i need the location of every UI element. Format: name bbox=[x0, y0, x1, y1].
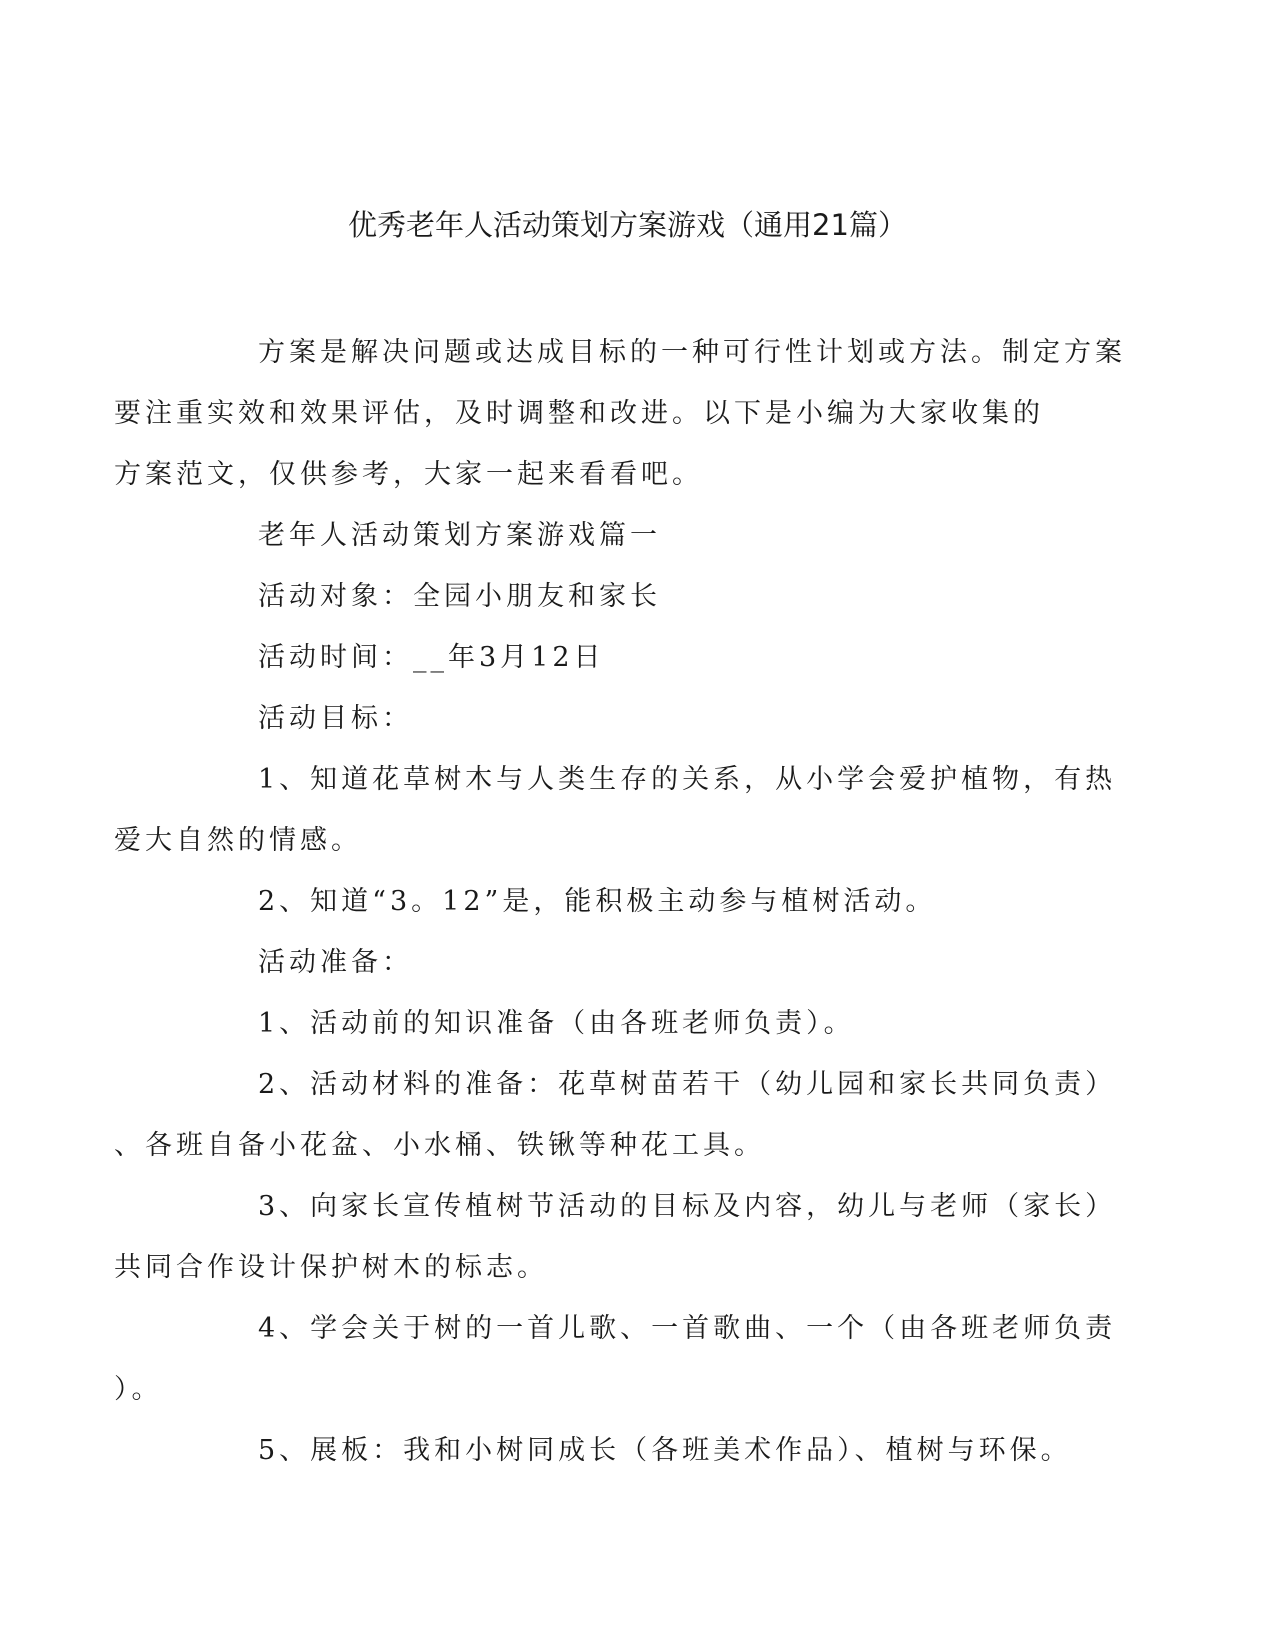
text-line: ）。 bbox=[114, 1374, 163, 1405]
paragraph-prep-3 bbox=[114, 1176, 1117, 1298]
text-line: 3、向家长宣传植树节活动的目标及内容，幼儿与老师（家长） bbox=[258, 1191, 1117, 1222]
text-line: 活动时间：__年3月12日 bbox=[258, 642, 605, 673]
document-body bbox=[114, 322, 1126, 1481]
document-title: 优秀老年人活动策划方案游戏（通用21篇） bbox=[348, 208, 907, 242]
text-line: 共同合作设计保护树木的标志。 bbox=[114, 1252, 548, 1283]
text-line: 方案范文，仅供参考，大家一起来看看吧。 bbox=[114, 459, 703, 490]
text-line: 2、知道“3。12”是，能积极主动参与植树活动。 bbox=[258, 886, 937, 917]
text-line: 活动对象：全园小朋友和家长 bbox=[258, 581, 661, 612]
paragraph-activity-target bbox=[186, 566, 1066, 627]
paragraph-goals-heading bbox=[186, 688, 1066, 749]
paragraph-goal-1 bbox=[114, 749, 1117, 871]
paragraph-prep-5 bbox=[186, 1420, 1072, 1481]
text-line: 要注重实效和效果评估，及时调整和改进。以下是小编为大家收集的 bbox=[114, 398, 1044, 429]
paragraph-prep-4 bbox=[114, 1298, 1117, 1420]
text-line: 、各班自备小花盆、小水桶、铁锹等种花工具。 bbox=[114, 1130, 765, 1161]
paragraph-activity-time bbox=[186, 627, 1066, 688]
text-line: 方案是解决问题或达成目标的一种可行性计划或方法。制定方案 bbox=[258, 337, 1126, 368]
paragraph-prep-1 bbox=[186, 993, 1066, 1054]
text-line: 4、学会关于树的一首儿歌、一首歌曲、一个（由各班老师负责 bbox=[258, 1313, 1117, 1344]
paragraph-prep-heading bbox=[186, 932, 1066, 993]
paragraph-intro bbox=[114, 322, 1126, 505]
text-line: 活动准备： bbox=[258, 947, 413, 978]
text-line: 老年人活动策划方案游戏篇一 bbox=[258, 520, 661, 551]
text-line: 1、知道花草树木与人类生存的关系，从小学会爱护植物，有热 bbox=[258, 764, 1117, 795]
section-heading bbox=[186, 505, 1066, 566]
paragraph-goal-2 bbox=[186, 871, 1066, 932]
text-line: 1、活动前的知识准备（由各班老师负责）。 bbox=[258, 1008, 855, 1039]
paragraph-prep-2 bbox=[114, 1054, 1117, 1176]
text-line: 活动目标： bbox=[258, 703, 413, 734]
text-line: 爱大自然的情感。 bbox=[114, 825, 362, 856]
text-line: 2、活动材料的准备：花草树苗若干（幼儿园和家长共同负责） bbox=[258, 1069, 1117, 1100]
text-line: 5、展板：我和小树同成长（各班美术作品）、植树与环保。 bbox=[258, 1435, 1072, 1466]
